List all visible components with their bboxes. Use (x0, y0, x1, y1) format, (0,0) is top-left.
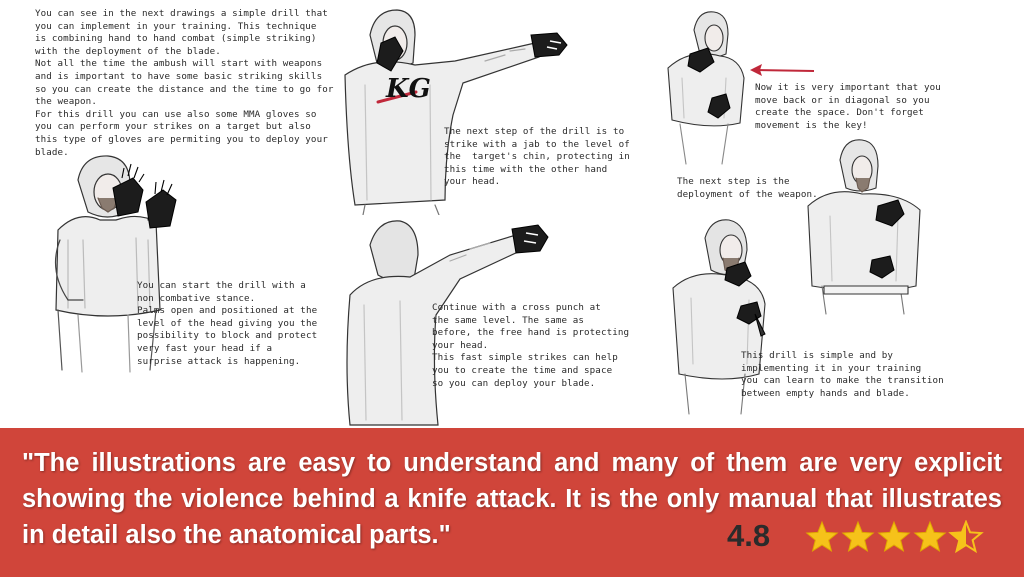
jab-text: The next step of the drill is to strike with a jab to the level of the target's chin, protecting in this time with the other hand your head. (444, 126, 630, 188)
star-icon (807, 522, 837, 551)
stance-text: You can start the drill with a non combative stance. Palms open and positioned at the level of the head giving you the possibility to block and protect very fast your head if a surprise attack is happening. (137, 280, 318, 367)
star-icon (843, 522, 873, 551)
transition-text: This drill is simple and by implementing it in your training you can learn to make the transition between empty hands and blade. (741, 350, 944, 399)
rating-stars (805, 520, 985, 554)
move-back-text: Now it is very important that you move back or in diagonal so you create the space. Don't forget movement is the key! (755, 82, 941, 131)
star-icon (915, 522, 945, 551)
review-quote: "The illustrations are easy to understand and many of them are very explicit showing the violence behind a knife attack. It is the only manual that illustrates in detail also the anatomical parts." (22, 449, 1002, 549)
star-icon (951, 522, 981, 551)
shirt-logo: KG (386, 74, 431, 104)
deploy-text: The next step is the deployment of the weapon. (677, 176, 818, 200)
cross-text: Continue with a cross punch at the same level. The same as before, the free hand is protecting your head. This fast simple strikes can help you to create the time and space so you can deploy your blade. (432, 302, 630, 389)
rating-value: 4.8 (727, 518, 771, 553)
figure-move-back (660, 8, 750, 168)
review-banner (0, 428, 1024, 577)
shirt-logo-mark (376, 72, 436, 108)
star-icon (879, 522, 909, 551)
move-back-arrow-icon (748, 62, 818, 78)
figure-deploy (800, 136, 930, 316)
intro-text: You can see in the next drawings a simple drill that you can implement in your training. This technique is combining hand to hand combat (simple striking) with the deployment of the blade. Not all the time the ambush will start with weapons and is important to have some basic striking skills so you can create the distance and the time to go for the weapon. For this drill you can use also some MMA gloves so you can perform your strikes on a target but also this type of gloves are permiting you to deploy your blade. (35, 8, 334, 158)
